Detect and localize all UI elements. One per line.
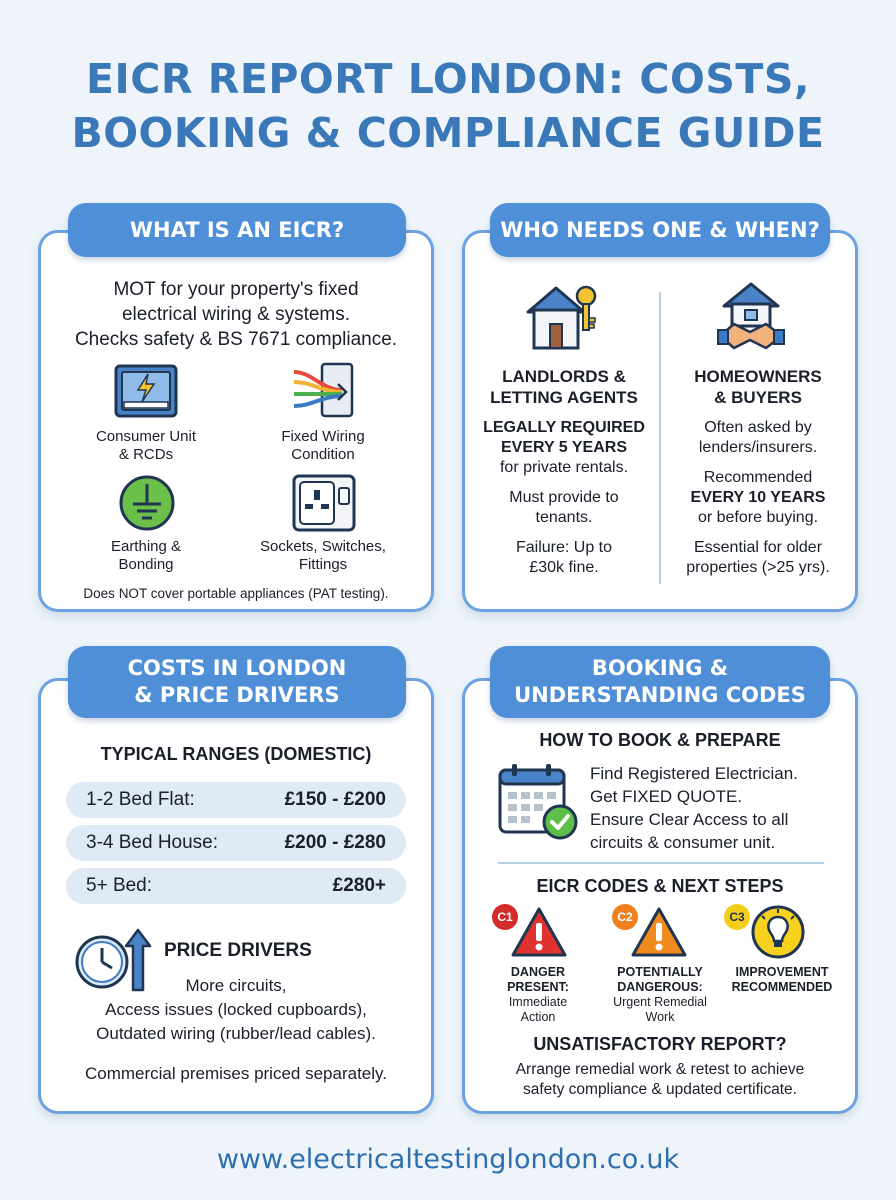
landlords-fine: Failure: Up to £30k fine. [515,539,613,576]
range-price: £200 - £280 [284,832,386,853]
booking-divider [498,862,824,864]
c3-description: IMPROVEMENT RECOMMENDED [731,965,833,994]
wiring-icon [292,362,356,418]
who-divider [659,292,661,584]
homeowners-title: HOMEOWNERS & BUYERS [694,367,822,407]
consumer-unit-icon [114,364,178,418]
costs-heading: COSTS IN LONDON & PRICE DRIVERS [68,646,406,718]
sockets-label: Sockets, Switches, Fittings [260,538,386,573]
range-label: 5+ Bed: [86,875,153,896]
c2-description: POTENTIALLY DANGEROUS: Urgent Remedial Work [613,965,707,1024]
page-title [0,52,896,160]
landlords-requirement: LEGALLY REQUIRED EVERY 5 YEARS for private rentals. [483,419,645,476]
booking-heading: BOOKING & UNDERSTANDING CODES [490,646,830,718]
how-to-book-title: HOW TO BOOK & PREPARE [539,730,781,750]
pat-note: Does NOT cover portable appliances (PAT testing). [83,586,389,601]
unsatisfactory-text: Arrange remedial work & retest to achieve safety compliance & updated certificate. [515,1061,805,1098]
c2-warning-icon [630,906,688,958]
commercial-note: Commercial premises priced separately. [84,1064,387,1083]
price-drivers-title: PRICE DRIVERS [164,940,312,961]
range-label: 3-4 Bed House: [86,832,219,853]
c1-badge: C1 [492,904,518,930]
homeowners-lenders: Often asked by lenders/insurers. [698,419,818,456]
website-url: www.electricaltestinglondon.co.uk [216,1144,680,1175]
landlords-provide: Must provide to tenants. [509,489,619,526]
earth-icon [118,474,176,532]
who-needs-heading: WHO NEEDS ONE & WHEN? [490,203,830,257]
step-fixed-quote: Get FIXED QUOTE. [590,787,743,806]
c2-badge: C2 [612,904,638,930]
range-price: £150 - £200 [284,789,386,810]
what-is-eicr-heading: WHAT IS AN EICR? [68,203,406,257]
c1-description: DANGER PRESENT: Immediate Action [507,965,569,1024]
earthing-label: Earthing & Bonding [110,538,182,573]
codes-title: EICR CODES & NEXT STEPS [536,876,784,896]
range-row-flat [66,782,406,818]
consumer-unit-label: Consumer Unit & RCDs [95,428,197,463]
range-label: 1-2 Bed Flat: [86,789,195,810]
booking-steps: Find Registered Electrician. Get FIXED QUOTE. Ensure Clear Access to all circuits & consumer unit. [590,762,852,854]
step-access: Ensure Clear Access to all [590,810,789,829]
landlords-title: LANDLORDS & LETTING AGENTS [490,367,638,407]
c3-lightbulb-icon [750,904,806,960]
unsatisfactory-title: UNSATISFACTORY REPORT? [533,1034,787,1054]
step-find-electrician: Find Registered Electrician. [590,764,798,783]
calendar-check-icon [496,762,580,842]
range-row-house [66,825,406,861]
range-price: £280+ [332,875,386,896]
c3-badge: C3 [724,904,750,930]
wiring-label: Fixed Wiring Condition [281,428,365,463]
handshake-house-icon [718,280,784,352]
typical-ranges-title: TYPICAL RANGES (DOMESTIC) [100,744,372,764]
range-row-large [66,868,406,904]
title-line-2: BOOKING & COMPLIANCE GUIDE [71,109,825,157]
homeowners-older: Essential for older properties (>25 yrs). [686,539,830,576]
price-drivers-list: More circuits, Access issues (locked cupboards), Outdated wiring (rubber/lead cables). [96,976,376,1043]
homeowners-recommended: Recommended EVERY 10 YEARS or before buying. [690,469,826,526]
c1-danger-icon [510,906,568,958]
what-intro: MOT for your property's fixed electrical wiring & systems. Checks safety & BS 7671 compliance. [74,279,398,350]
title-line-1: EICR REPORT LONDON: COSTS, [86,55,810,103]
socket-icon [292,474,356,532]
house-key-icon [524,280,606,352]
